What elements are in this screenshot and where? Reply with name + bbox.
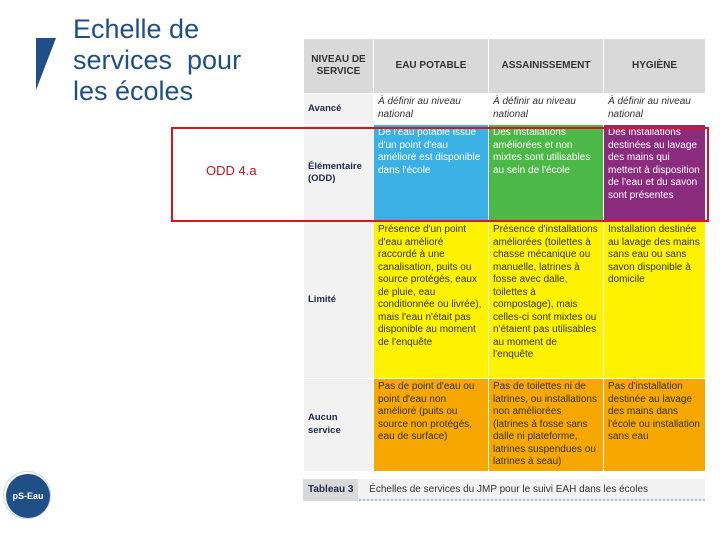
level-cell: Limité: [304, 222, 374, 379]
header-sanitation: ASSAINISSEMENT: [489, 39, 604, 94]
water-cell: De l'eau potable issue d'un point d'eau amélioré est disponible dans l'école: [374, 125, 489, 222]
header-hygiene: HYGIÈNE: [604, 39, 706, 94]
level-cell: Aucun service: [304, 379, 374, 472]
level-cell: Avancé: [304, 94, 374, 125]
hygiene-cell: Installation destinée au lavage des mains sans eau ou sans savon disponible à domicile: [604, 222, 706, 379]
hygiene-cell: Des installations destinées au lavage des mains qui mettent à disposition de l'eau et du savon sont présentes: [604, 125, 706, 222]
odd-label: ODD 4.a: [206, 163, 257, 178]
table-caption: [303, 479, 705, 501]
table-header-row: [304, 39, 706, 94]
caption-text: Échelles de services du JMP pour le suivi EAH dans les écoles: [369, 484, 649, 495]
table-row: [304, 125, 706, 222]
ps-eau-logo: pS-Eau: [6, 474, 50, 518]
sanitation-cell: Pas de toilettes ni de latrines, ou installations non améliorées (latrines à fosse sans dalle ni plateforme, latrines suspendues ou latrines à seau): [489, 379, 604, 472]
header-level: NIVEAU DE SERVICE: [304, 39, 374, 94]
sanitation-cell: À définir au niveau national: [489, 94, 604, 125]
table-row: [304, 94, 706, 125]
service-ladder-table: [303, 38, 706, 472]
table-row: [304, 379, 706, 472]
sanitation-cell: Présence d'installations améliorées (toilettes à chasse mécanique ou manuelle, latrines à fosse avec dalle, toilettes à compostage), mais celles-ci sont mixtes ou n'étaient pas utilisables au moment de l'enquête: [489, 222, 604, 379]
sanitation-cell: Des installations améliorées et non mixtes sont utilisables au sein de l'école: [489, 125, 604, 222]
title-line: Echelle de: [73, 14, 200, 44]
title-line: services pour: [73, 45, 242, 75]
accent-bar: [36, 38, 56, 90]
header-water: EAU POTABLE: [374, 39, 489, 94]
water-cell: Pas de point d'eau ou point d'eau non amélioré (puits ou source non protégés, eau de surface): [374, 379, 489, 472]
level-cell: Élémentaire (ODD): [304, 125, 374, 222]
slide-title: [73, 14, 293, 107]
table-row: [304, 222, 706, 379]
water-cell: À définir au niveau national: [374, 94, 489, 125]
hygiene-cell: À définir au niveau national: [604, 94, 706, 125]
title-line: les écoles: [73, 76, 194, 106]
hygiene-cell: Pas d'installation destinée au lavage des mains dans l'école ou installation sans eau: [604, 379, 706, 472]
caption-label: Tableau 3: [303, 479, 358, 501]
water-cell: Présence d'un point d'eau amélioré raccordé à une canalisation, puits ou source protégés, eaux de pluie, eau conditionnée ou livrée), mais l'eau n'était pas disponible au moment de l'enquête: [374, 222, 489, 379]
